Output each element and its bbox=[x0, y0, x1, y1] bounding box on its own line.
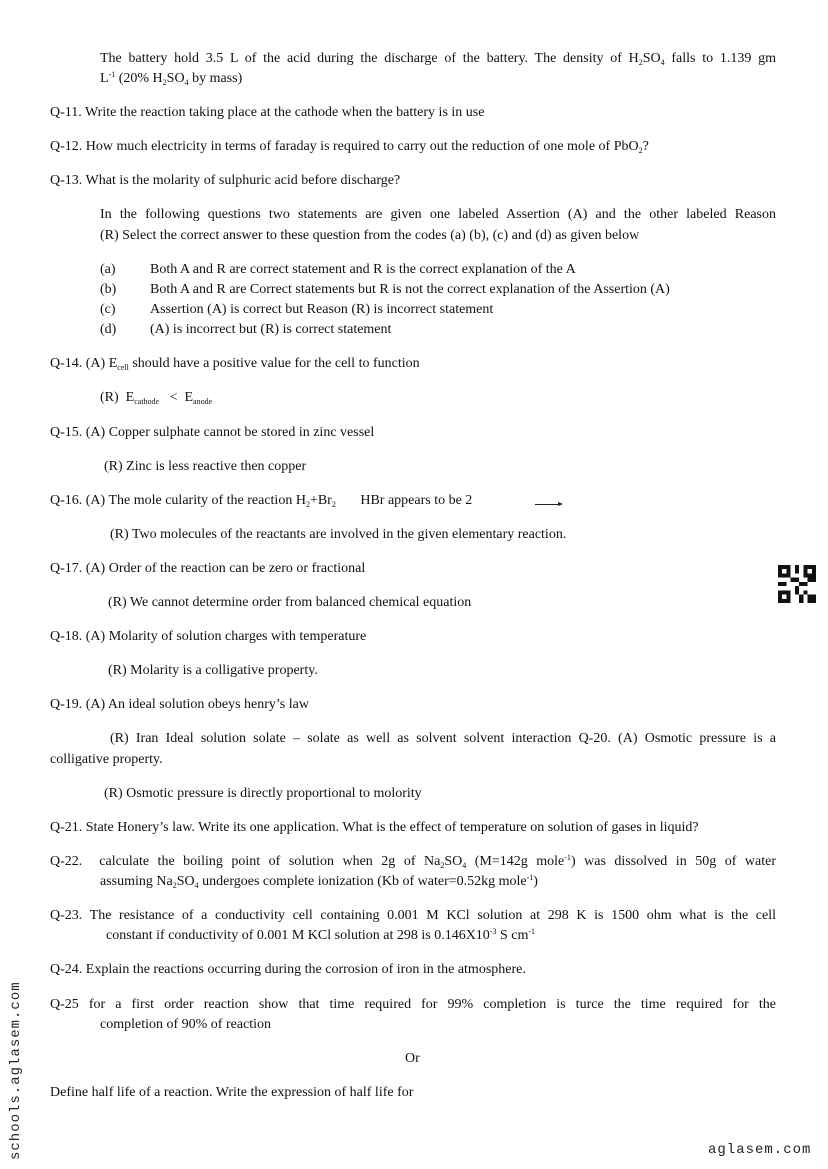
intro-line-1: The battery hold 3.5 L of the acid during the discharge of the battery. The density of $H_2SO_4$ falls to 1.139 gm bbox=[100, 51, 776, 67]
question-25-line-1: Q-25 for a first order reaction show that time required for 99% completion is turce the time required for the bbox=[50, 997, 776, 1012]
code-c: (c) Assertion (A) is correct but Reason (R) is incorrect statement bbox=[100, 302, 494, 317]
assertion-reason-intro-2: (R) Select the correct answer to these question from the codes (a) (b), (c) and (d) as given below bbox=[100, 228, 640, 243]
question-11: Q-11. Write the reaction taking place at the cathode when the battery is in use bbox=[50, 105, 485, 120]
question-12: Q-12. How much electricity in terms of faraday is required to carry out the reduction of one mole of PbO$_2$? bbox=[50, 139, 649, 155]
question-25-line-2: completion of 90% of reaction bbox=[100, 1017, 272, 1032]
question-16-reason: (R) Two molecules of the reactants are involved in the given elementary reaction. bbox=[110, 527, 567, 542]
question-24: Q-24. Explain the reactions occurring during the corrosion of iron in the atmosphere. bbox=[50, 962, 526, 977]
half-life-question: Define half life of a reaction. Write the expression of half life for bbox=[50, 1085, 414, 1100]
question-18-reason: (R) Molarity is a colligative property. bbox=[108, 663, 318, 678]
question-15-reason: (R) Zinc is less reactive then copper bbox=[104, 459, 307, 474]
question-19-assertion: Q-19. (A) An ideal solution obeys henry’s law bbox=[50, 697, 309, 712]
qr-code-icon bbox=[778, 565, 816, 603]
reaction-arrow-icon bbox=[535, 504, 561, 505]
question-22-line-2: assuming $Na_2SO_4$ undergoes complete ionization (Kb of water=0.52kg mole$^{-1}$) bbox=[100, 873, 538, 890]
question-23-line-1: Q-23. The resistance of a conductivity cell containing 0.001 M KCl solution at 298 K is 1500 ohm what is the cell bbox=[50, 908, 776, 923]
question-23-line-2: constant if conductivity of 0.001 M KCl solution at 298 is $0.146X10^{-3}$ S $cm^{-1}$ bbox=[106, 927, 536, 943]
code-b: (b) Both A and R are Correct statements but R is not the correct explanation of the Assertion (A) bbox=[100, 282, 670, 297]
question-19-reason-line-2: colligative property. bbox=[50, 752, 163, 767]
question-15-assertion: Q-15. (A) Copper sulphate cannot be stored in zinc vessel bbox=[50, 425, 375, 440]
code-d: (d) (A) is incorrect but (R) is correct statement bbox=[100, 322, 392, 337]
intro-line-2: $L^{-1}$ (20% $H_2SO_4$ by mass) bbox=[100, 70, 243, 87]
or-separator: Or bbox=[405, 1051, 420, 1066]
question-16-assertion: Q-16. (A) The mole cularity of the reaction $H_2+Br_2$ HBr appears to be 2 bbox=[50, 493, 473, 509]
question-21: Q-21. State Honery’s law. Write its one application. What is the effect of temperature on solution of gases in liquid? bbox=[50, 820, 699, 835]
assertion-reason-intro-1: In the following questions two statements are given one labeled Assertion (A) and the other labeled Reason bbox=[100, 207, 776, 222]
side-watermark: schools.aglasem.com bbox=[8, 981, 24, 1160]
footer-watermark: aglasem.com bbox=[708, 1142, 812, 1158]
question-19-reason-line-1: (R) Iran Ideal solution solate – solate as well as solvent solvent interaction Q-20. (A) Osmotic pressure is a bbox=[110, 731, 776, 746]
question-17-reason: (R) We cannot determine order from balanced chemical equation bbox=[108, 595, 472, 610]
question-14-reason: (R) $E_{cathode} < E_{anode}$ bbox=[100, 390, 213, 406]
question-22-line-1: Q-22. calculate the boiling point of solution when 2g of $Na_2SO_4$ (M=142g mole$^{-1}$) was dissolved in 50g of water bbox=[50, 853, 776, 870]
question-14-assertion: Q-14. (A) $E_{cell}$ should have a positive value for the cell to function bbox=[50, 356, 420, 372]
question-18-assertion: Q-18. (A) Molarity of solution charges with temperature bbox=[50, 629, 367, 644]
code-a: (a) Both A and R are correct statement and R is the correct explanation of the A bbox=[100, 262, 576, 277]
question-20-reason: (R) Osmotic pressure is directly proportional to molority bbox=[104, 786, 422, 801]
question-17-assertion: Q-17. (A) Order of the reaction can be zero or fractional bbox=[50, 561, 366, 576]
question-13: Q-13. What is the molarity of sulphuric acid before discharge? bbox=[50, 173, 401, 188]
